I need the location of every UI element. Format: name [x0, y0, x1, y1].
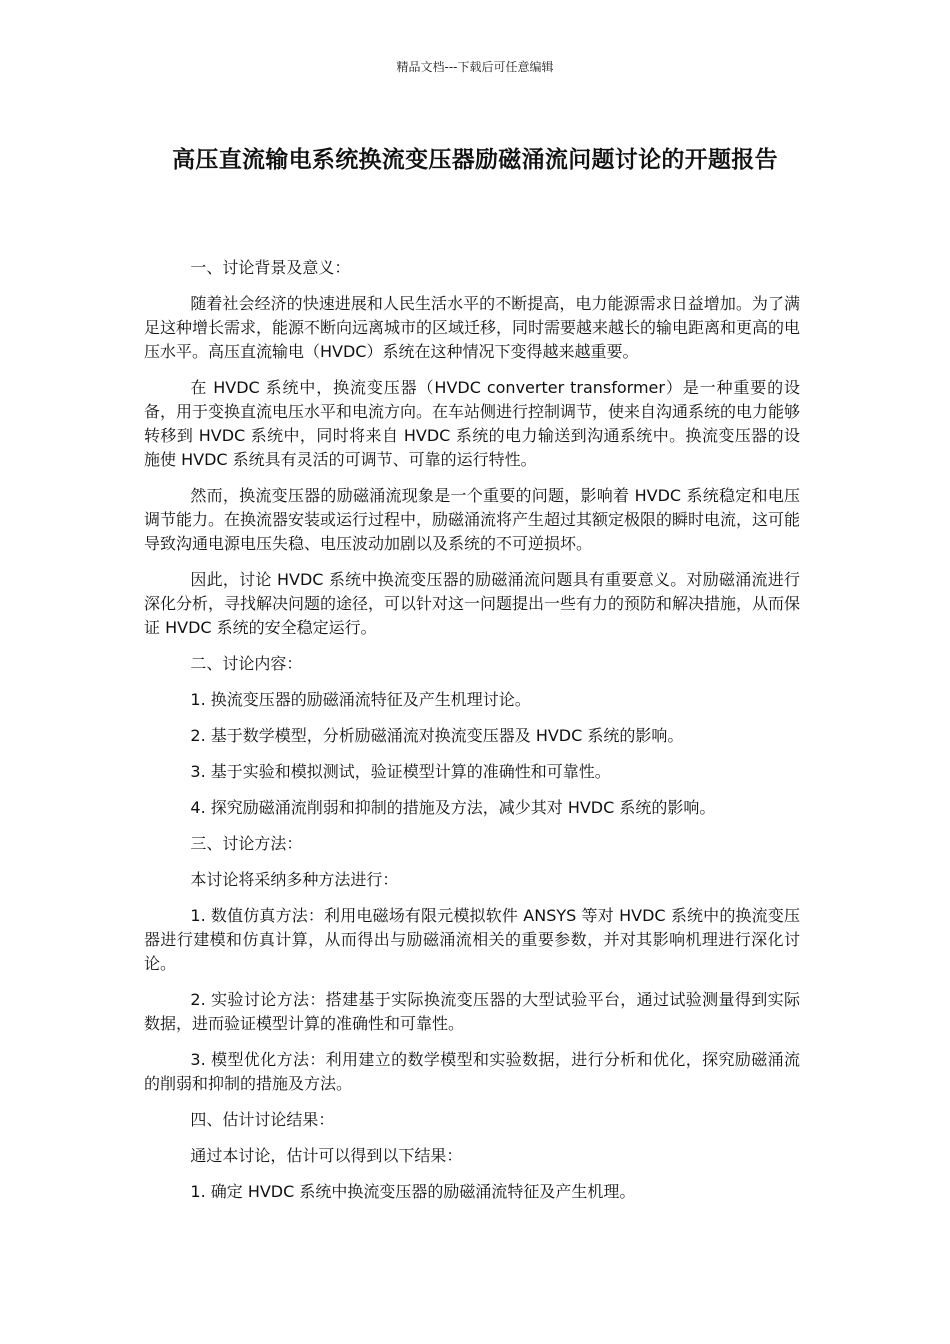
document-body	[144, 256, 800, 1216]
content-item-1: 1. 换流变压器的励磁涌流特征及产生机理讨论。	[190, 690, 531, 709]
paragraph-background-2: 在 HVDC 系统中，换流变压器（HVDC converter transformer）是一种重要的设备，用于变换直流电压水平和电流方向。在车站侧进行控制调节，使来自沟通系统的电力能够转移到 HVDC 系统中，同时将来自 HVDC 系统的电力输送到沟通系统中。换流变压器的设施使 HVDC 系统具有灵活的可调节、可靠的运行特性。	[144, 378, 801, 469]
header-note: 精品文档---下载后可任意编辑	[396, 60, 554, 74]
method-item-3: 3. 模型优化方法：利用建立的数学模型和实验数据，进行分析和优化，探究励磁涌流的削弱和抑制的措施及方法。	[144, 1050, 800, 1093]
section-heading-background: 一、讨论背景及意义：	[190, 258, 351, 277]
section-heading-methods: 三、讨论方法：	[190, 834, 303, 853]
document-title: 高压直流输电系统换流变压器励磁涌流问题讨论的开题报告	[172, 147, 778, 173]
content-item-3: 3. 基于实验和模拟测试，验证模型计算的准确性和可靠性。	[190, 762, 611, 781]
results-intro: 通过本讨论，估计可以得到以下结果：	[190, 1146, 463, 1165]
result-item-1: 1. 确定 HVDC 系统中换流变压器的励磁涌流特征及产生机理。	[190, 1182, 636, 1201]
content-item-4: 4. 探究励磁涌流削弱和抑制的措施及方法，减少其对 HVDC 系统的影响。	[190, 798, 716, 817]
paragraph-background-3: 然而，换流变压器的励磁涌流现象是一个重要的问题，影响着 HVDC 系统稳定和电压调节能力。在换流器安装或运行过程中，励磁涌流将产生超过其额定极限的瞬时电流，这可能导致沟通电源电压失稳、电压波动加剧以及系统的不可逆损坏。	[144, 486, 801, 553]
methods-intro: 本讨论将采纳多种方法进行：	[190, 870, 399, 889]
method-item-1: 1. 数值仿真方法：利用电磁场有限元模拟软件 ANSYS 等对 HVDC 系统中的换流变压器进行建模和仿真计算，从而得出与励磁涌流相关的重要参数，并对其影响机理进行深化讨论。	[144, 906, 800, 973]
paragraph-background-1: 随着社会经济的快速进展和人民生活水平的不断提高，电力能源需求日益增加。为了满足这种增长需求，能源不断向远离城市的区域迁移，同时需要越来越长的输电距离和更高的电压水平。高压直流输电（HVDC）系统在这种情况下变得越来越重要。	[144, 294, 801, 361]
method-item-2: 2. 实验讨论方法：搭建基于实际换流变压器的大型试验平台，通过试验测量得到实际数据，进而验证模型计算的准确性和可靠性。	[144, 990, 800, 1033]
content-item-2: 2. 基于数学模型，分析励磁涌流对换流变压器及 HVDC 系统的影响。	[190, 726, 684, 745]
section-heading-content: 二、讨论内容：	[190, 654, 303, 673]
paragraph-background-4: 因此，讨论 HVDC 系统中换流变压器的励磁涌流问题具有重要意义。对励磁涌流进行深化分析，寻找解决问题的途径，可以针对这一问题提出一些有力的预防和解决措施，从而保证 HVDC 系统的安全稳定运行。	[144, 570, 801, 637]
section-heading-results: 四、估计讨论结果：	[190, 1110, 335, 1129]
